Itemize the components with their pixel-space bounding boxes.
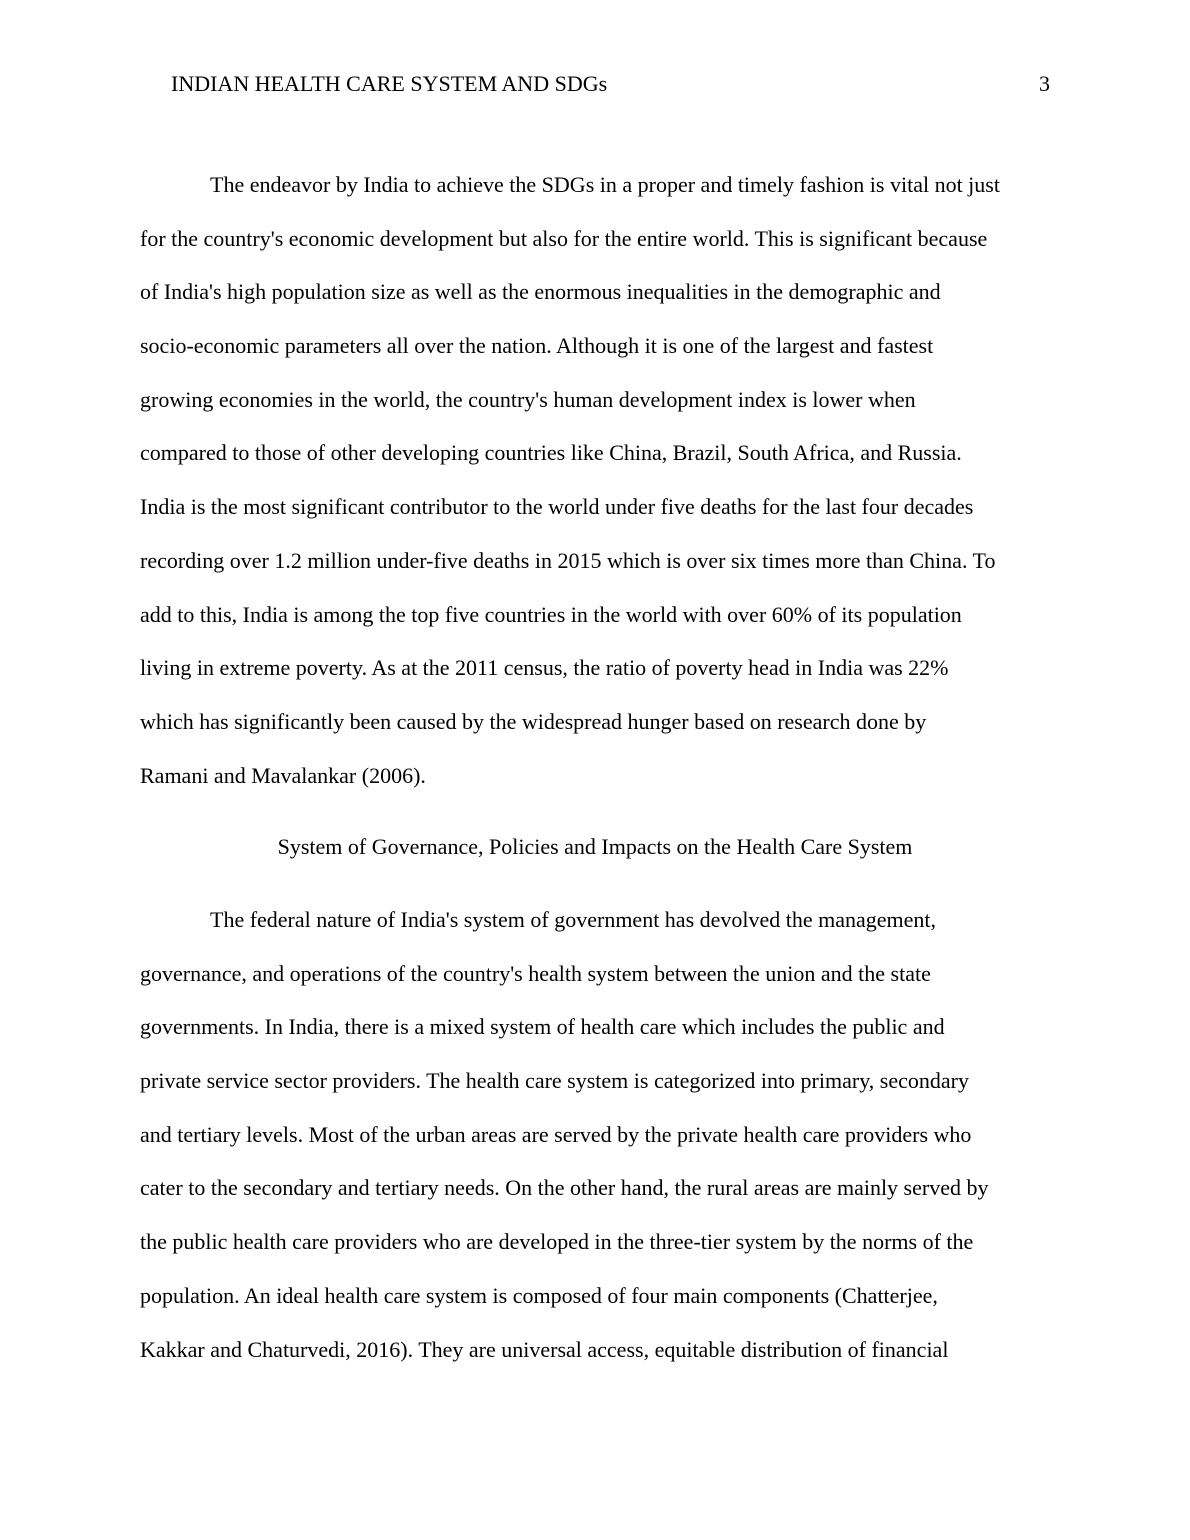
paragraph-line: private service sector providers. The health care system is categorized into primary, secondary	[140, 1068, 969, 1094]
paragraph-2	[140, 906, 1052, 1389]
paragraph-line: population. An ideal health care system is composed of four main components (Chatterjee,	[140, 1282, 938, 1308]
paragraph-line: for the country's economic development but also for the entire world. This is significant because	[140, 225, 988, 251]
running-head: INDIAN HEALTH CARE SYSTEM AND SDGs	[171, 71, 608, 96]
paragraph-line: the public health care providers who are developed in the three-tier system by the norms of the	[140, 1229, 974, 1255]
paragraph-line: India is the most significant contributor to the world under five deaths for the last four decades	[140, 494, 974, 520]
paragraph-line: compared to those of other developing countries like China, Brazil, South Africa, and Russia.	[140, 440, 962, 466]
paragraph-line: recording over 1.2 million under-five deaths in 2015 which is over six times more than China. To	[140, 547, 996, 573]
paragraph-line: The federal nature of India's system of government has devolved the management,	[210, 907, 937, 932]
paragraph-line: governments. In India, there is a mixed system of health care which includes the public and	[140, 1014, 945, 1040]
paragraph-line: and tertiary levels. Most of the urban areas are served by the private health care providers who	[140, 1121, 972, 1147]
page-number: 3	[1039, 71, 1050, 96]
paragraph-line: living in extreme poverty. As at the 2011 census, the ratio of poverty head in India was 22%	[140, 655, 949, 681]
paragraph-line: socio-economic parameters all over the nation. Although it is one of the largest and fastest	[140, 333, 934, 359]
paragraph-line: growing economies in the world, the country's human development index is lower when	[140, 386, 916, 412]
paragraph-line: add to this, India is among the top five countries in the world with over 60% of its population	[140, 601, 962, 627]
paragraph-line: Ramani and Mavalankar (2006).	[140, 762, 426, 788]
paragraph-line: The endeavor by India to achieve the SDGs in a proper and timely fashion is vital not just	[210, 172, 1000, 197]
paragraph-line: of India's high population size as well as the enormous inequalities in the demographic and	[140, 279, 941, 305]
paragraph-1	[140, 171, 1052, 815]
paragraph-line: Kakkar and Chaturvedi, 2016). They are universal access, equitable distribution of financial	[140, 1336, 949, 1362]
paragraph-line: cater to the secondary and tertiary needs. On the other hand, the rural areas are mainly served by	[140, 1175, 989, 1201]
section-heading: System of Governance, Policies and Impacts on the Health Care System	[277, 834, 913, 859]
paragraph-line: governance, and operations of the country's health system between the union and the state	[140, 960, 931, 986]
paragraph-line: which has significantly been caused by the widespread hunger based on research done by	[140, 708, 927, 734]
